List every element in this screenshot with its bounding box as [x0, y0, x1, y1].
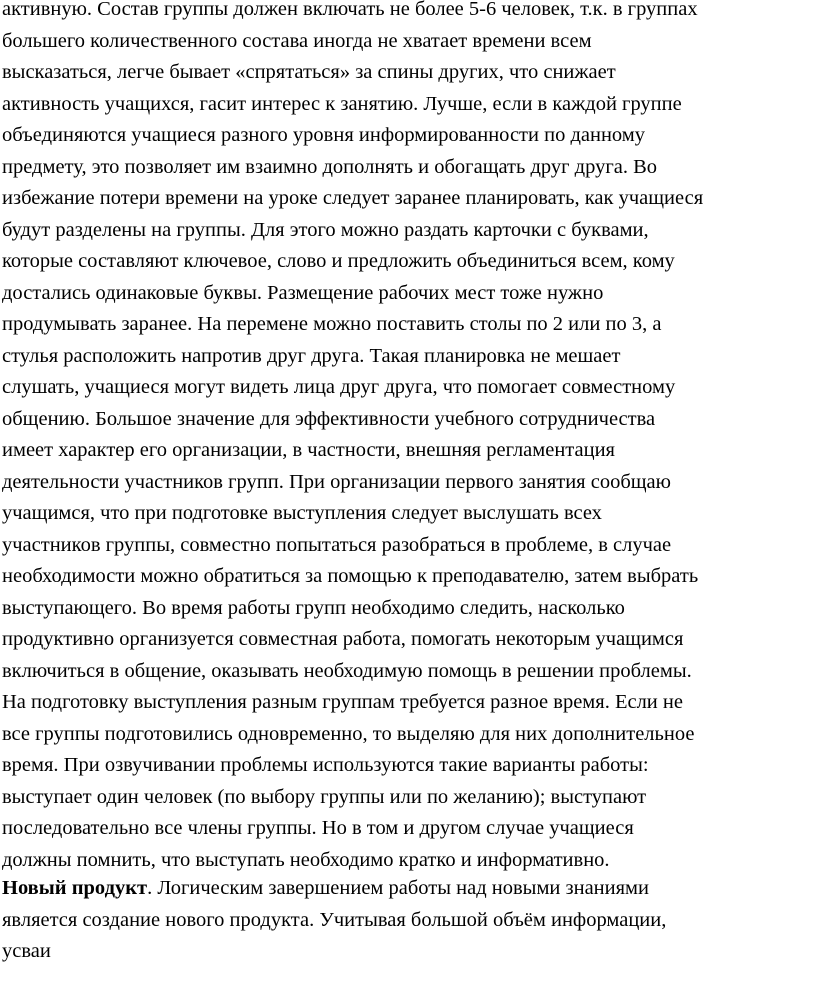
new-product-paragraph: [2, 873, 814, 968]
new-product-heading: Новый продукт: [2, 877, 148, 899]
new-product-text: . Логическим завершением работы над новыми знаниями является создание нового продукта. Учитывая большой объём информации, усваи: [2, 877, 667, 962]
body-paragraph: активную. Состав группы должен включать не более 5-6 человек, т.к. в группах большего количественного состава иногда не хватает времени всем высказаться, легче бывает «спрятаться» за спины других, что снижает активность учащихся, гасит интерес к занятию. Лучше, если в каждой группе объединяются учащиеся разного уровня информированности по данному предмету, это позволяет им взаимно дополнять и обогащать друг друга. Во избежание потери времени на уроке следует заранее планировать, как учащиеся будут разделены на группы. Для этого можно раздать карточки с буквами, которые составляют ключевое, слово и предложить объединиться всем, кому достались одинаковые буквы. Размещение рабочих мест тоже нужно продумывать заранее. На перемене можно поставить столы по 2 или по 3, а стулья расположить напротив друг друга. Такая планировка не мешает слушать, учащиеся могут видеть лица друг друга, что помогает совместному общению. Большое значение для эффективности учебного сотрудничества имеет характер его организации, в частности, внешняя регламентация деятельности участников групп. При организации первого занятия сообщаю учащимся, что при подготовке выступления следует выслушать всех участников группы, совместно попытаться разобраться в проблеме, в случае необходимости можно обратиться за помощью к преподавателю, затем выбрать выступающего. Во время работы групп необходимо следить, насколько продуктивно организуется совместная работа, помогать некоторым учащимся включиться в общение, оказывать необходимую помощь в решении проблемы. На подготовку выступления разным группам требуется разное время. Если не все группы подготовились одновременно, то выделяю для них дополнительное время. При озвучивании проблемы используются такие варианты работы: выступает один человек (по выбору группы или по желанию); выступают последовательно все члены группы. Но в том и другом случае учащиеся должны помнить, что выступать необходимо кратко и информативно.: [2, 0, 704, 871]
